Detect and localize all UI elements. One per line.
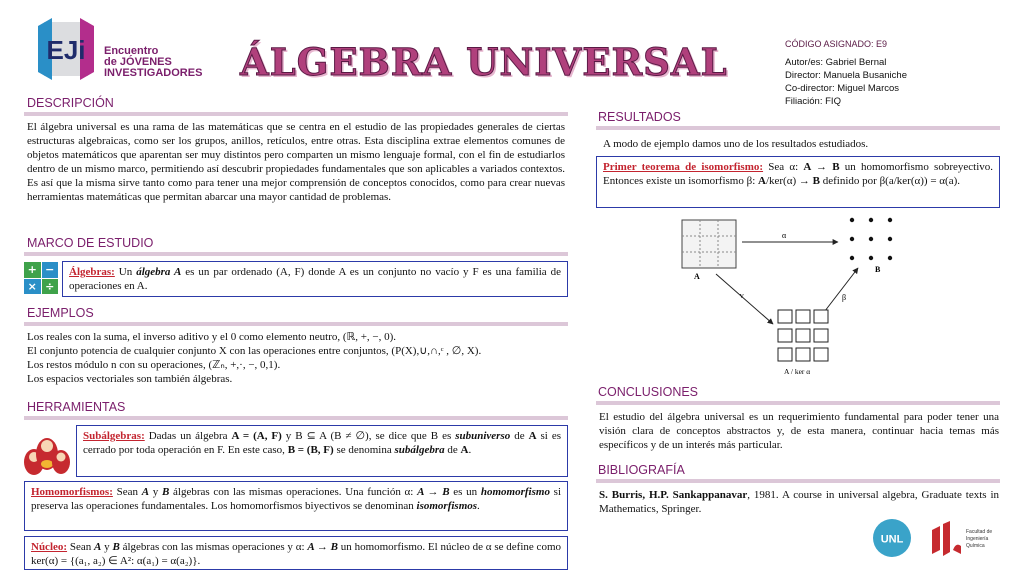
section-divider — [596, 126, 1000, 130]
times-icon: × — [24, 279, 41, 295]
examples-list — [27, 330, 567, 386]
example-item: Los reales con la suma, el inverso aditivo y el 0 como elemento neutro, (ℝ, +, −, 0). — [27, 331, 397, 343]
unl-logo — [872, 518, 912, 558]
math-expression: B — [812, 175, 820, 187]
eji-logo — [38, 18, 94, 80]
definition-text: Sean — [67, 541, 95, 553]
definition-text: Un — [114, 266, 137, 278]
matryoshka-icon — [22, 424, 72, 476]
section-heading-bibliografia: BIBLIOGRAFÍA — [598, 463, 685, 477]
algebra-a-grid — [682, 220, 736, 268]
math-expression: A → B — [803, 161, 840, 173]
algebra-definition-box — [62, 261, 568, 297]
section-heading-ejemplos: EJEMPLOS — [27, 306, 94, 320]
definition-text: y B ⊆ A (B ≠ ∅), se dice que B es — [281, 430, 456, 442]
definition-text: . — [468, 444, 472, 456]
section-divider — [596, 479, 1000, 483]
definition-text: álgebras con las mismas operaciones. Una función α: — [169, 486, 418, 498]
author-info: Autor/es: Gabriel Bernal Director: Manuela Busaniche Co-director: Miguel Marcos Filiación: FIQ — [785, 57, 907, 107]
math-expression: B — [161, 486, 170, 498]
section-heading-marco: MARCO DE ESTUDIO — [27, 236, 154, 250]
homomorphism-definition-box — [24, 481, 568, 531]
math-expression: A — [528, 430, 537, 442]
math-expression: A → B — [307, 541, 338, 553]
definition-text: y — [149, 486, 162, 498]
algebra-b-points — [850, 218, 892, 260]
svg-text:Facultad de: Facultad de — [966, 529, 993, 535]
definition-text: es un — [449, 486, 481, 498]
math-expression: A — [460, 444, 469, 456]
math-expression: B — [112, 541, 120, 553]
label-b: B — [875, 265, 881, 274]
label-quotient: A / ker α — [784, 367, 811, 376]
definition-term: Álgebras: — [69, 266, 115, 278]
definition-term: Homomorfismos: — [31, 486, 113, 498]
svg-text:EJi: EJi — [46, 35, 86, 65]
svg-text:Ingeniería: Ingeniería — [966, 536, 989, 542]
bibliography-authors: S. Burris, H.P. Sankappanavar — [599, 489, 748, 501]
definition-keyword: subálgebra — [394, 444, 445, 456]
definition-text: de — [444, 444, 461, 456]
section-divider — [24, 252, 568, 256]
math-expression: A — [141, 486, 150, 498]
definition-text: es un par ordenado (A, F) donde A es un conjunto no vacío y F es una familia de operaciones en A. — [69, 266, 561, 292]
section-heading-conclusiones: CONCLUSIONES — [598, 385, 699, 399]
section-divider — [596, 401, 1000, 405]
definition-text: si es cerrado por toda operación en F. En este caso, — [83, 430, 562, 456]
theorem-text: definido por β(a/ker(α)) = α(a). — [820, 175, 960, 187]
isomorphism-diagram — [670, 212, 910, 382]
minus-icon: − — [42, 262, 59, 278]
fiq-logo — [928, 520, 998, 560]
theorem-text: Sea α: — [763, 161, 804, 173]
definition-text: . — [477, 500, 480, 512]
math-expression: A — [94, 541, 102, 553]
math-expression: A = (A, F) — [231, 430, 282, 442]
section-heading-descripcion: DESCRIPCIÓN — [27, 96, 114, 110]
resultados-intro: A modo de ejemplo damos uno de los resultados estudiados. — [603, 138, 869, 150]
definition-keyword: álgebra A — [136, 266, 182, 278]
definition-text: se denomina — [333, 444, 395, 456]
quotient-blocks — [778, 310, 828, 361]
alpha-label: α — [782, 231, 787, 240]
beta-label: β — [842, 293, 847, 302]
conclusiones-text: El estudio del álgebra universal es un requerimiento fundamental para poder tener una visión clara de conceptos abstractos y, de esta manera, continuar hacia temas más específicos y de un interés más particular. — [599, 411, 999, 451]
svg-text:UNL: UNL — [880, 533, 904, 546]
definition-text: Dadas un álgebra — [144, 430, 232, 442]
definition-text: un homomorfismo. El núcleo de α se define como ker(α) = {(a₁, a₂) ∈ A²: α(a₁) = α(a₂)}. — [31, 541, 561, 567]
section-heading-herramientas: HERRAMIENTAS — [27, 400, 126, 414]
section-divider — [24, 416, 568, 420]
theorem-text: un homomorfismo sobreyectivo. Entonces existe un isomorfismo β: — [603, 161, 993, 187]
math-expression: A — [758, 175, 766, 187]
definition-text: álgebras con las mismas operaciones y α: — [119, 541, 308, 553]
operations-icon — [24, 262, 58, 294]
definition-term: Núcleo: — [31, 541, 68, 553]
page-title: ÁLGEBRA UNIVERSAL — [240, 40, 728, 84]
definition-text: y — [101, 541, 113, 553]
plus-icon: + — [24, 262, 41, 278]
assigned-code: CÓDIGO ASIGNADO: E9 — [785, 39, 888, 49]
nu-label: ν — [740, 291, 744, 300]
divide-icon: ÷ — [42, 279, 59, 295]
svg-text:Química: Química — [966, 543, 985, 549]
example-item: Los restos módulo n con su operaciones, (ℤₙ, +,·, −, 0,1). — [27, 359, 281, 371]
math-expression: B = (B, F) — [287, 444, 334, 456]
definition-keyword: subuniverso — [455, 430, 511, 442]
label-a: A — [694, 272, 700, 281]
subalgebra-definition-box — [76, 425, 568, 477]
section-divider — [24, 112, 568, 116]
theorem-box — [596, 156, 1000, 208]
kernel-definition-box — [24, 536, 568, 570]
definition-text: Sean — [112, 486, 142, 498]
definition-keyword: isomorfismos — [416, 500, 478, 512]
bibliography-entry — [599, 488, 999, 516]
definition-keyword: homomorfismo — [480, 486, 550, 498]
section-divider — [24, 322, 568, 326]
example-item: Los espacios vectoriales son también álgebras. — [27, 373, 233, 385]
bibliography-details: , 1981. A course in universal algebra, Graduate texts in Mathematics, Springer. — [599, 489, 1000, 515]
nu-arrow — [716, 274, 773, 324]
example-item: El conjunto potencia de cualquier conjunto X con las operaciones entre conjuntos, (P(X),∪,∩,ᶜ , ∅, X). — [27, 345, 482, 357]
section-heading-resultados: RESULTADOS — [598, 110, 681, 124]
theorem-text: /ker(α) → — [765, 175, 813, 187]
math-expression: A → B — [417, 486, 450, 498]
eji-logo-text: Encuentro de JÓVENES INVESTIGADORES — [104, 45, 203, 79]
definition-term: Subálgebras: — [83, 430, 145, 442]
descripcion-text: El álgebra universal es una rama de las matemáticas que se centra en el estudio de las propiedades generales de ciertas estructuras algebraicas, como ser los grupos, anillos, retículos, entre otras. Esta disciplina extrae elementos comunes de objetos matemáticos que aparentan ser muy distintos pero comparten un mismo lenguaje formal, con el fin de estudiarlos dentro de un mismo marco, permitiendo así descubrir propiedades fundamentales que son aplicables a variados contextos. Es así que la misma sirve tanto como para tener una mejor comprensión de conceptos conocidos, como para crear nuevas herramientas matemáticas que permitan abarcar una mayor cantidad de problemas. — [27, 121, 565, 203]
theorem-term: Primer teorema de isomorfismo: — [603, 161, 764, 173]
definition-text: si preserva las operaciones fundamentales. Los homomorfismos biyectivos se denominan — [31, 486, 561, 512]
definition-text: de — [510, 430, 529, 442]
